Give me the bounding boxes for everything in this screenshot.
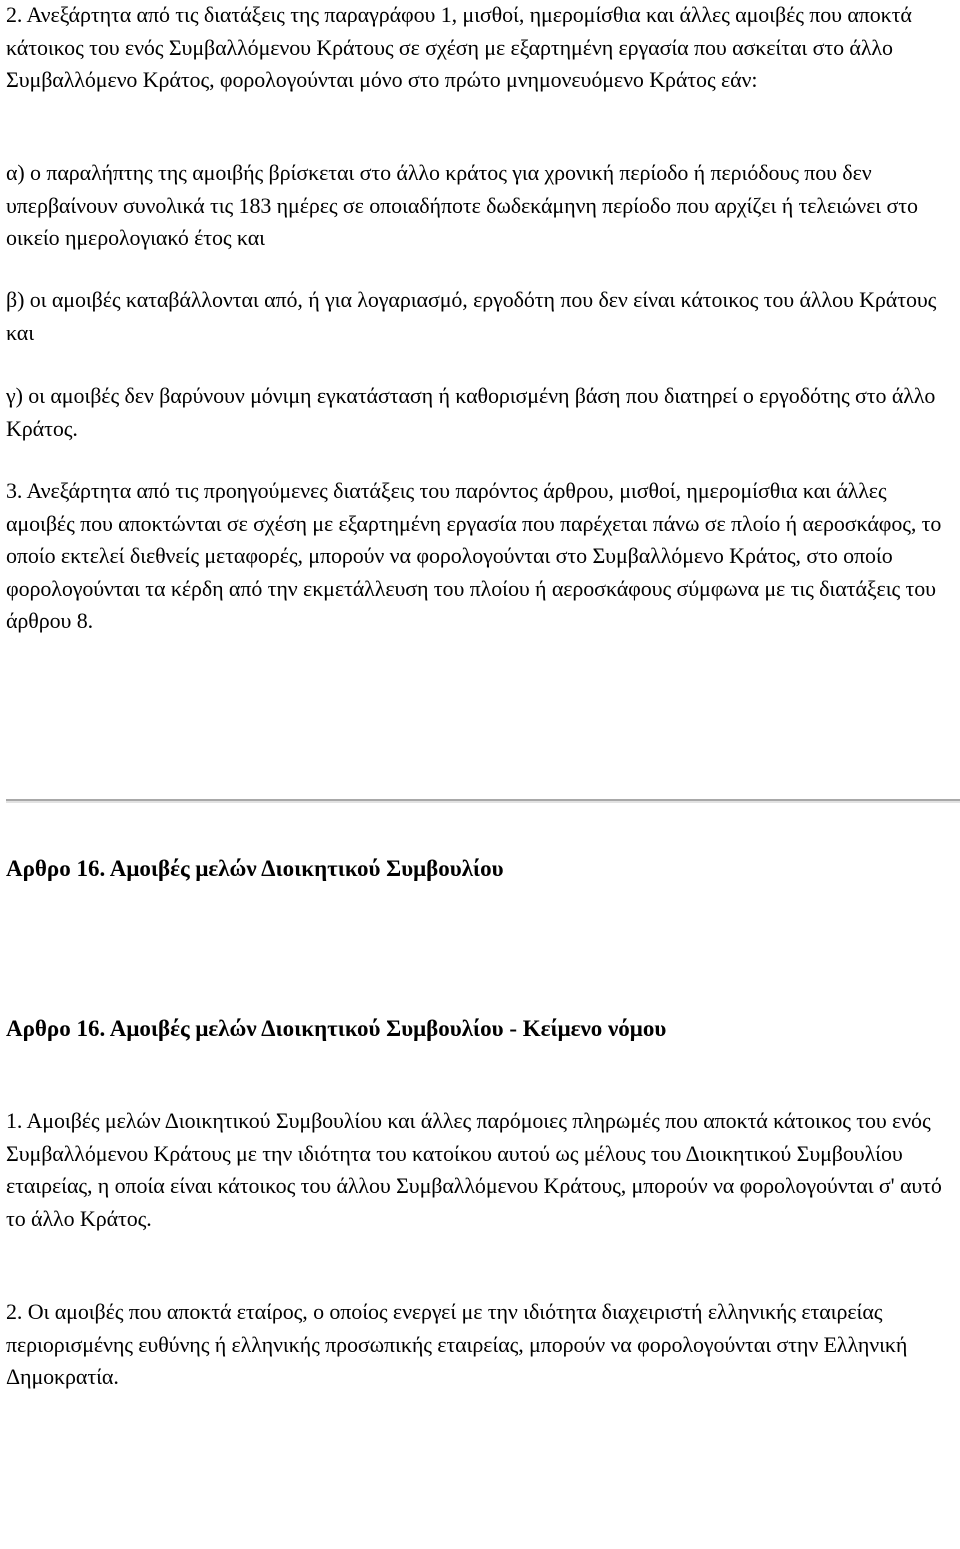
article16-paragraph-2: 2. Οι αμοιβές που αποκτά εταίρος, ο οποίος ενεργεί με την ιδιότητα διαχειριστή ελληνικής εταιρείας περιορισμένης ευθύνης ή ελληνικής προσωπικής εταιρείας, μπορούν να φορολογούνται στην Ελληνική Δημοκρατία.	[6, 1299, 908, 1389]
horizontal-divider	[6, 799, 960, 803]
article15-paragraph-2: 2. Ανεξάρτητα από τις διατάξεις της παραγράφου 1, μισθοί, ημερομίσθια και άλλες αμοιβές που αποκτά κάτοικος του ενός Συμβαλλόμενου Κράτους σε σχέση με εξαρτημένη εργασία που ασκείται στο άλλο Συμβαλλόμενο Κράτος, φορολογούνται μόνο στο πρώτο μνημονευόμενο Κράτος εάν:	[6, 2, 912, 92]
article15-item-b: β) οι αμοιβές καταβάλλονται από, ή για λογαριασμό, εργοδότη που δεν είναι κάτοικος του άλλου Κράτους και	[6, 287, 937, 345]
article16-paragraph-1: 1. Αμοιβές μελών Διοικητικού Συμβουλίου και άλλες παρόμοιες πληρωμές που αποκτά κάτοικος του ενός Συμβαλλόμενου Κράτους με την ιδιότητα του κατοίκου αυτού ως μέλους του Διοικητικού Συμβουλίου εταιρείας, η οποία είναι κάτοικος του άλλου Συμβαλλόμενου Κράτους, μπορούν να φορολογούνται σ' αυτό το άλλο Κράτος.	[6, 1108, 942, 1231]
article15-item-a: α) ο παραλήπτης της αμοιβής βρίσκεται στο άλλο κράτος για χρονική περίοδο ή περιόδους που δεν υπερβαίνουν συνολικά τις 183 ημέρες σε οποιαδήποτε δωδεκάμηνη περίοδο που αρχίζει ή τελειώνει στο οικείο ημερολογιακό έτος και	[6, 160, 918, 250]
article15-paragraph-3: 3. Ανεξάρτητα από τις προηγούμενες διατάξεις του παρόντος άρθρου, μισθοί, ημερομίσθια και άλλες αμοιβές που αποκτώνται σε σχέση με εξαρτημένη εργασία που παρέχεται πάνω σε πλοίο ή αεροσκάφος, το οποίο εκτελεί διεθνείς μεταφορές, μπορούν να φορολογούνται στο Συμβαλλόμενο Κράτος, στο οποίο φορολογούνται τα κέρδη από την εκμετάλλευση του πλοίου ή αεροσκάφους σύμφωνα με τις διατάξεις του άρθρου 8.	[6, 478, 942, 633]
article15-item-c: γ) οι αμοιβές δεν βαρύνουν μόνιμη εγκατάσταση ή καθορισμένη βάση που διατηρεί ο εργοδότης στο άλλο Κράτος.	[6, 383, 936, 441]
article16-heading: Αρθρο 16. Αμοιβές μελών Διοικητικού Συμβουλίου	[6, 856, 504, 881]
article16-heading-full-text: Αρθρο 16. Αμοιβές μελών Διοικητικού Συμβουλίου - Κείμενο νόμου	[6, 1016, 667, 1041]
